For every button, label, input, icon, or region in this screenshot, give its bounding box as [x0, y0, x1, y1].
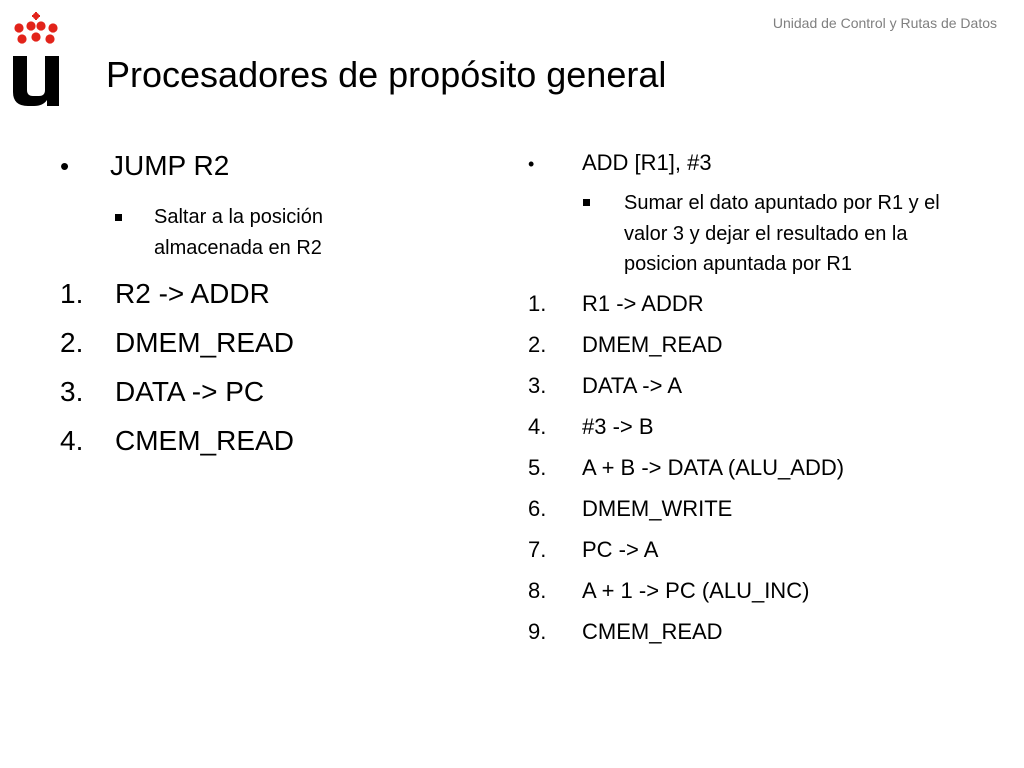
step-text: DATA -> A — [582, 372, 683, 398]
list-item — [60, 278, 460, 327]
step-number: 8. — [528, 577, 547, 603]
instruction-text: ADD [R1], #3 — [582, 150, 712, 175]
step-number: 3. — [60, 376, 84, 407]
description-text: Sumar el dato apuntado por R1 y el valor 3 y dejar el resultado en la posicion apuntada por R1 — [624, 192, 940, 275]
list-item — [60, 327, 460, 376]
step-text: A + B -> DATA (ALU_ADD) — [582, 454, 845, 480]
list-item — [528, 291, 998, 332]
step-text: PC -> A — [582, 536, 659, 562]
instruction-bullet — [60, 150, 460, 192]
description-text: Saltar a la posición almacenada en R2 — [154, 206, 323, 259]
right-column — [528, 150, 998, 660]
step-text: R2 -> ADDR — [115, 278, 270, 309]
instruction-description — [115, 202, 460, 264]
step-number: 4. — [60, 425, 84, 456]
step-number: 9. — [528, 618, 547, 644]
step-number: 2. — [528, 331, 547, 357]
bullet-dot-icon: • — [60, 151, 70, 181]
university-logo — [8, 10, 64, 108]
bullet-dot-icon: • — [528, 154, 535, 174]
step-number: 5. — [528, 454, 547, 480]
u-letter-icon — [13, 56, 59, 106]
instruction-text: JUMP R2 — [110, 150, 230, 181]
step-text: DMEM_READ — [582, 331, 723, 357]
list-item — [528, 455, 998, 496]
crown-icon — [14, 12, 57, 44]
step-text: A + 1 -> PC (ALU_INC) — [582, 577, 810, 603]
square-bullet-icon — [115, 214, 122, 221]
instruction-description — [583, 188, 998, 280]
step-number: 7. — [528, 536, 547, 562]
list-item — [528, 537, 998, 578]
list-item — [528, 414, 998, 455]
step-number: 3. — [528, 372, 547, 398]
step-list — [60, 278, 460, 474]
step-text: CMEM_READ — [582, 618, 723, 644]
step-text: #3 -> B — [582, 413, 654, 439]
list-item — [528, 373, 998, 414]
list-item — [528, 619, 998, 660]
list-item — [60, 425, 460, 474]
list-item — [528, 332, 998, 373]
step-text: DMEM_WRITE — [582, 495, 733, 521]
step-number: 4. — [528, 413, 547, 439]
header-note: Unidad de Control y Rutas de Datos — [772, 15, 997, 31]
step-number: 1. — [60, 278, 84, 309]
step-text: R1 -> ADDR — [582, 290, 704, 316]
list-item — [60, 376, 460, 425]
step-text: DATA -> PC — [115, 376, 265, 407]
left-column — [60, 150, 460, 474]
step-number: 2. — [60, 327, 84, 358]
step-text: DMEM_READ — [115, 327, 294, 358]
step-number: 6. — [528, 495, 547, 521]
square-bullet-icon — [583, 199, 590, 206]
list-item — [528, 578, 998, 619]
list-item — [528, 496, 998, 537]
step-number: 1. — [528, 290, 547, 316]
step-text: CMEM_READ — [115, 425, 294, 456]
slide-title: Procesadores de propósito general — [106, 54, 667, 95]
step-list — [528, 291, 998, 660]
instruction-bullet — [528, 150, 998, 184]
